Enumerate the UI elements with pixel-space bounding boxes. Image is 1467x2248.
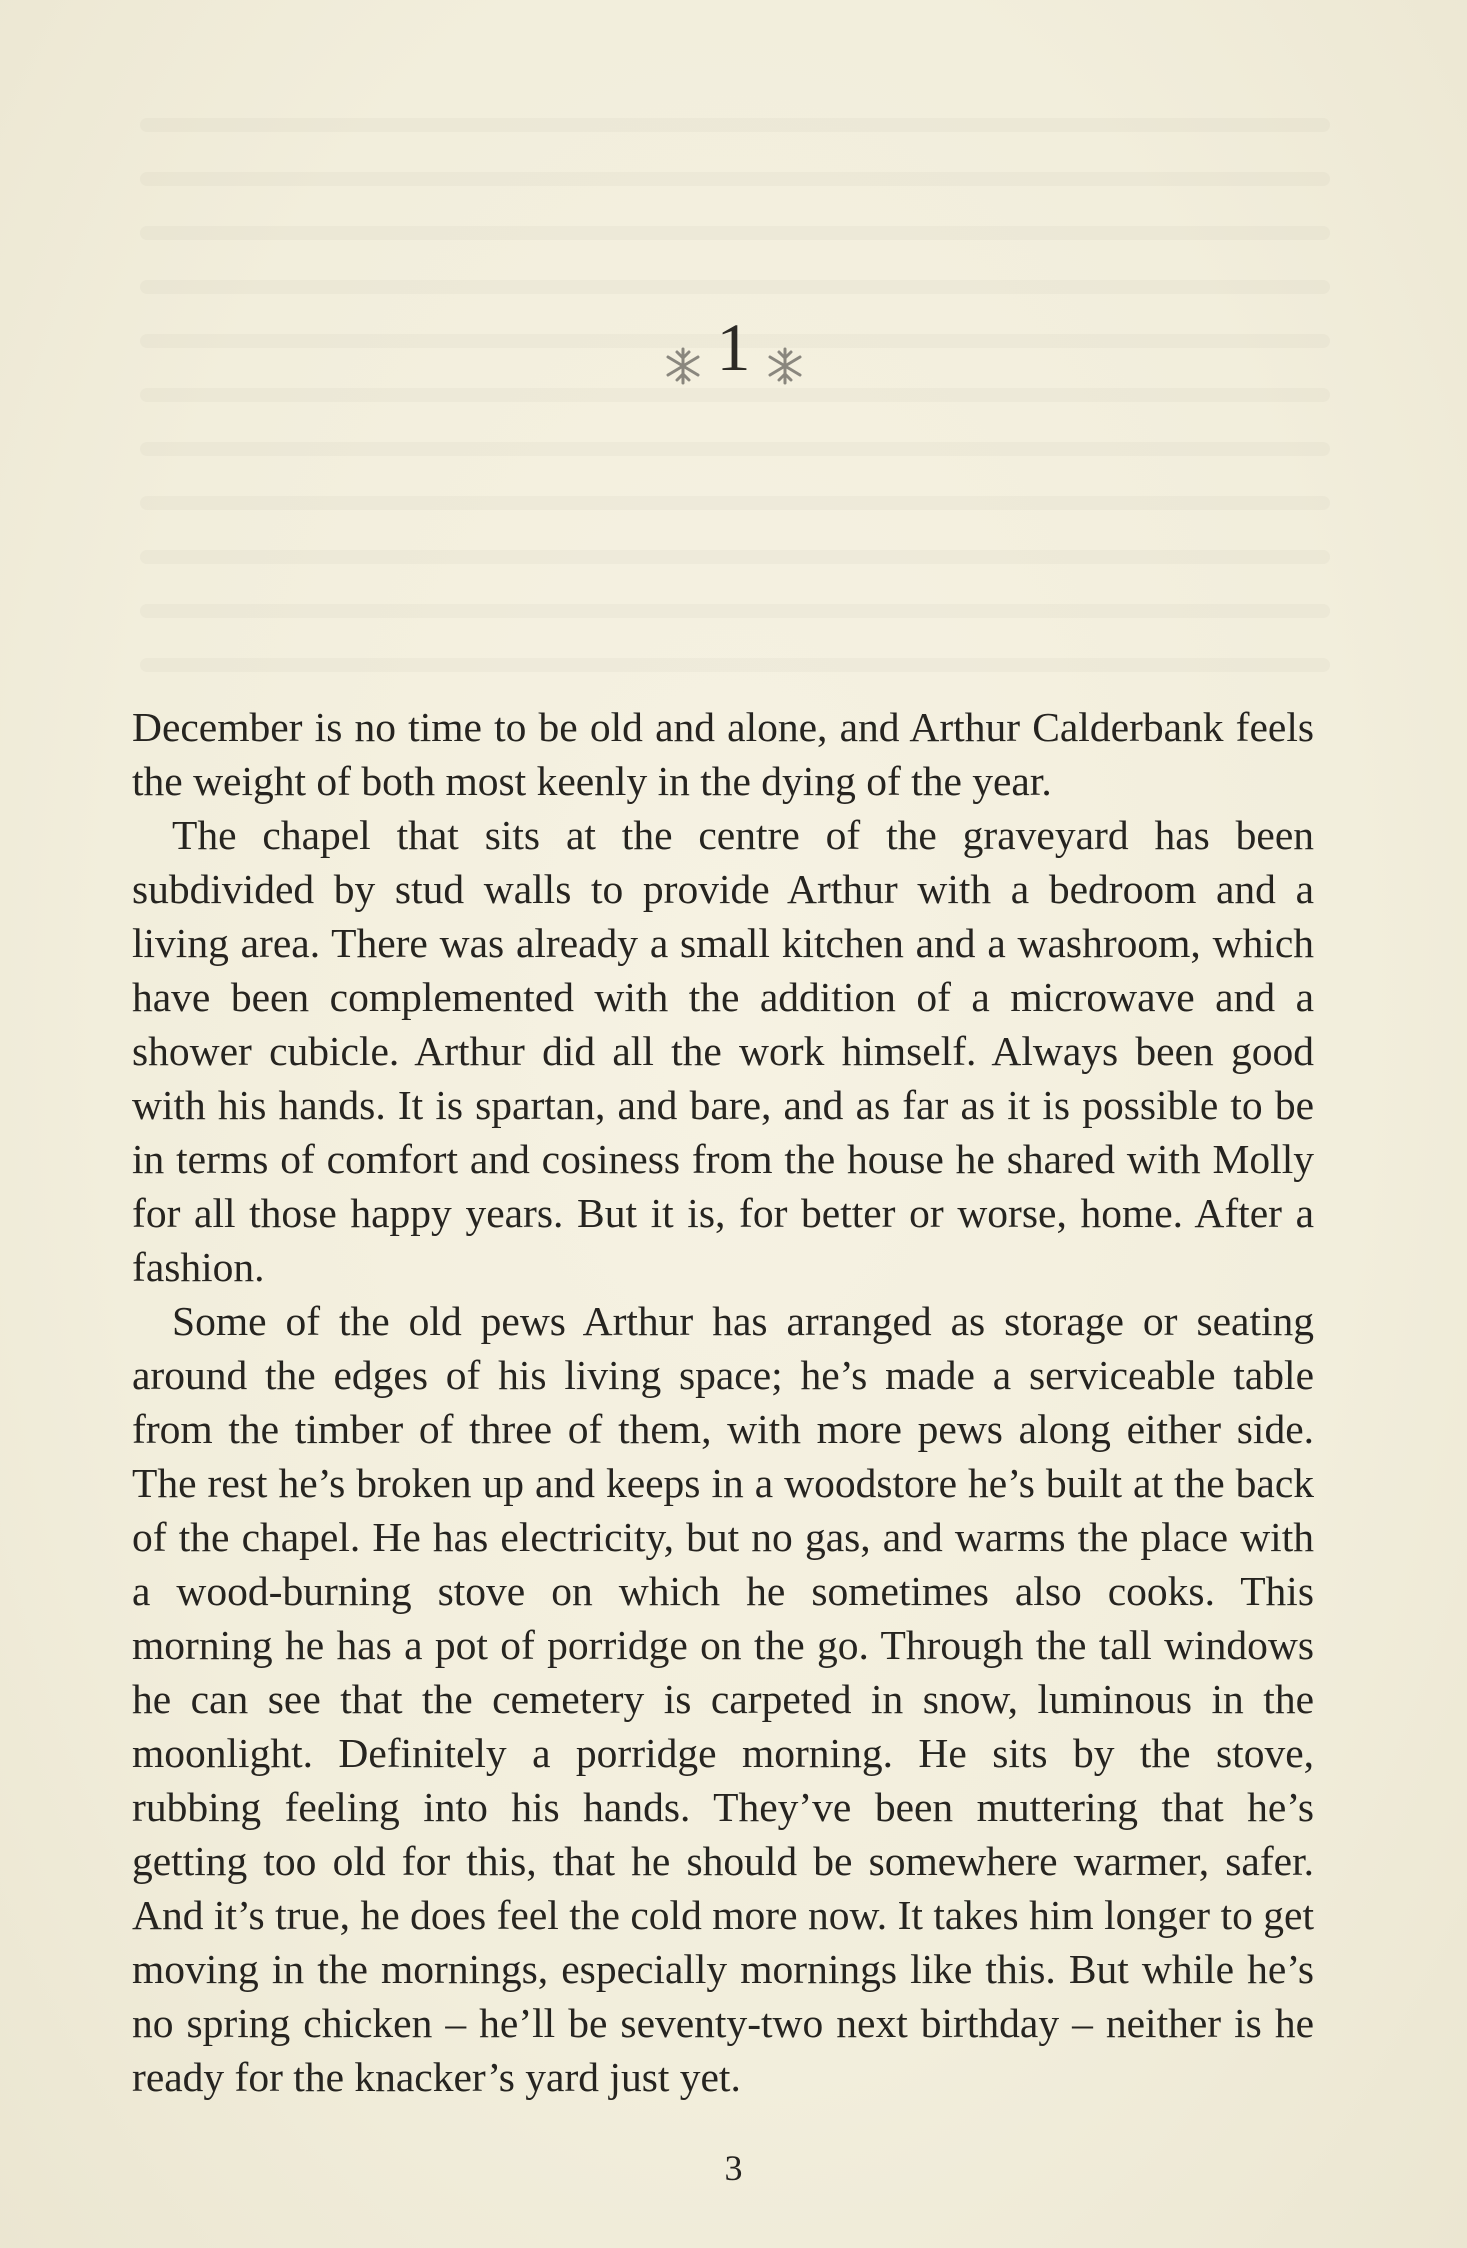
chapter-number: 1 — [716, 309, 751, 386]
show-through-line — [140, 280, 1330, 294]
paragraph: The chapel that sits at the centre of the graveyard has been subdivided by stud walls to provide Arthur with a bedroom and a living area. There was already a small kitchen and a washroom, which have been complemented with the addition of a microwave and a shower cubicle. Arthur did all the work himself. Always been good with his hands. It is spartan, and bare, and as far as it is possible to be in terms of comfort and cosiness from the house he shared with Molly for all those happy years. But it is, for better or worse, home. After a fashion. — [132, 812, 1314, 1290]
show-through-line — [140, 658, 1330, 672]
show-through-line — [140, 496, 1330, 510]
snowflake-icon — [765, 323, 805, 363]
show-through-line — [140, 550, 1330, 564]
page-number: 3 — [724, 2148, 743, 2188]
paragraph: Some of the old pews Arthur has arranged as storage or seating around the edges of his living space; he’s made a serviceable table from the timber of three of them, with more pews along either side. The rest he’s broken up and keeps in a woodstore he’s built at the back of the chapel. He has electricity, but no gas, and warms the place with a wood-burning stove on which he sometimes also cooks. This morning he has a pot of porridge on the go. Through the tall windows he can see that the cemetery is carpeted in snow, luminous in the moonlight. Definitely a porridge morning. He sits by the stove, rubbing feeling into his hands. They’ve been muttering that he’s getting too old for this, that he should be somewhere warmer, safer. And it’s true, he does feel the cold more now. It takes him longer to get moving in the mornings, especially mornings like this. But while he’s no spring chicken – he’ll be seventy-two next birthday – neither is he ready for the knacker’s yard just yet. — [132, 1298, 1314, 2100]
show-through-line — [140, 604, 1330, 618]
show-through-line — [140, 226, 1330, 240]
chapter-body — [132, 700, 1314, 2104]
show-through-line — [140, 118, 1330, 132]
show-through-line — [140, 388, 1330, 402]
show-through-line — [140, 442, 1330, 456]
snowflake-icon — [663, 323, 703, 363]
paragraph: December is no time to be old and alone, and Arthur Calderbank feels the weight of both most keenly in the dying of the year. — [132, 704, 1314, 804]
show-through-line — [140, 172, 1330, 186]
chapter-heading — [0, 300, 1467, 387]
